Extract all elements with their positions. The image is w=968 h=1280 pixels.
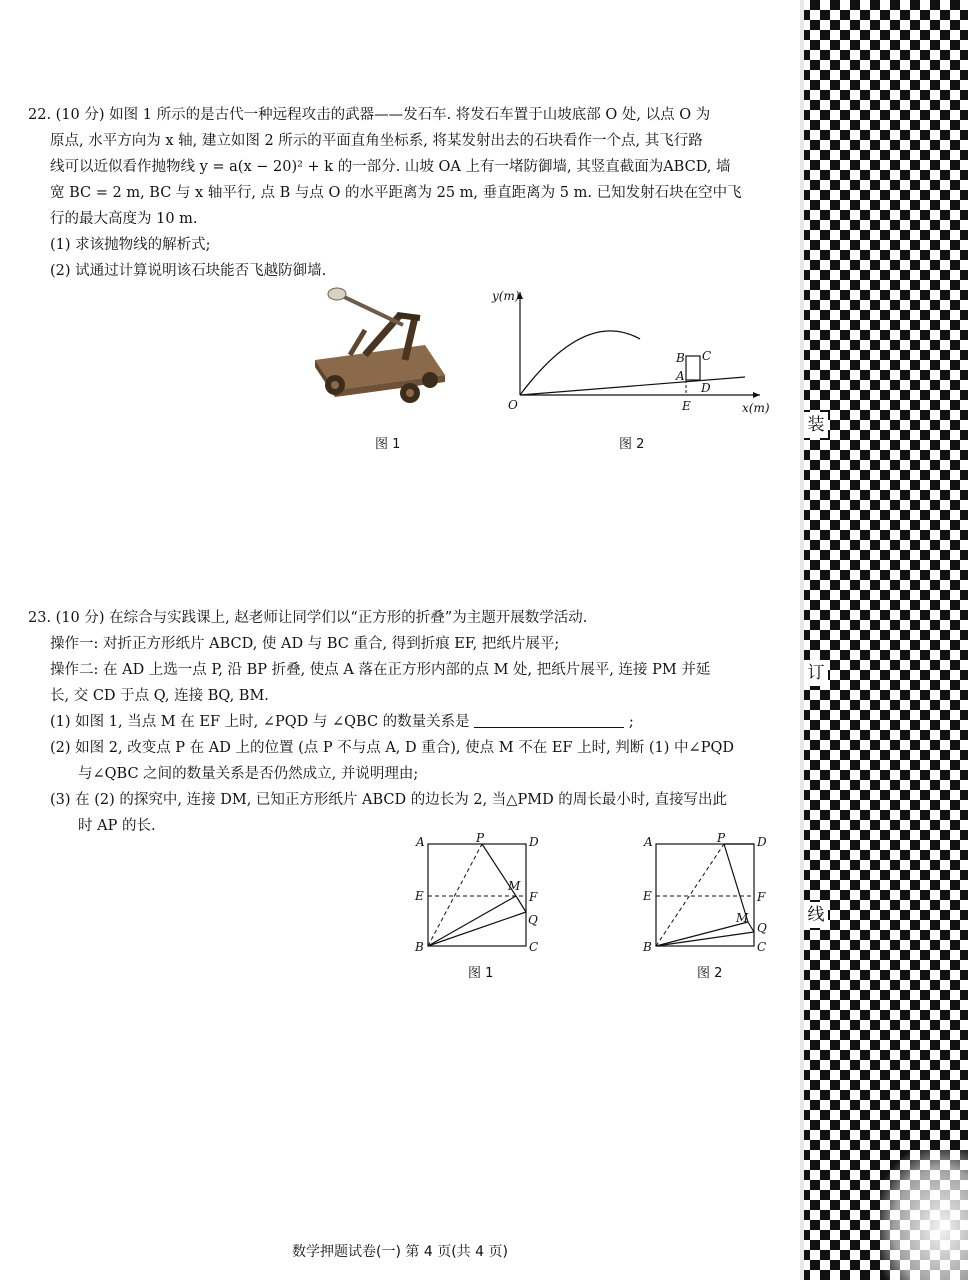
fig1-label-P: P: [476, 831, 485, 845]
graph-point-C: C: [702, 349, 712, 363]
fig2-label-E: E: [643, 889, 652, 903]
q23-part-2b: 与∠QBC 之间的数量关系是否仍然成立, 并说明理由;: [78, 766, 419, 782]
q22-line-5: 行的最大高度为 10 m.: [50, 211, 198, 227]
q22-line-2: 原点, 水平方向为 x 轴, 建立如图 2 所示的平面直角坐标系, 将某发射出去的石块看作一个点, 其飞行路: [50, 133, 703, 149]
graph-origin-label: O: [508, 398, 518, 412]
q23-answer-blank[interactable]: [474, 711, 624, 728]
fig2-label-Q: Q: [757, 921, 767, 935]
graph-y-axis-label: y(m): [492, 289, 520, 303]
q22-line-3: 线可以近似看作抛物线 y = a(x − 20)² + k 的一部分. 山坡 OA 上有一堵防御墙, 其竖直截面为ABCD, 墙: [50, 159, 731, 175]
binding-label-xian: 线: [804, 902, 828, 928]
graph-point-B: B: [676, 351, 685, 365]
q23-part-3a: (3) 在 (2) 的探究中, 连接 DM, 已知正方形纸片 ABCD 的边长为 2, 当△PMD 的周长最小时, 直接写出此: [50, 792, 728, 808]
q23-op-2b: 长, 交 CD 于点 Q, 连接 BQ, BM.: [50, 688, 269, 704]
watermark-fade: [880, 1150, 968, 1280]
fig1-label-C: C: [529, 940, 539, 954]
q23-part-2a: (2) 如图 2, 改变点 P 在 AD 上的位置 (点 P 不与点 A, D 重合), 使点 M 不在 EF 上时, 判断 (1) 中∠PQD: [50, 740, 734, 756]
q23-square-fig1: [410, 830, 550, 965]
q23-fig2-caption: 图 2: [697, 966, 723, 981]
catapult-illustration: [305, 285, 455, 415]
fig2-label-D: D: [757, 835, 767, 849]
page-footer: 数学押题试卷(一) 第 4 页(共 4 页): [292, 1244, 508, 1260]
q23-part-1: (1) 如图 1, 当点 M 在 EF 上时, ∠PQD 与 ∠QBC 的数量关系是: [50, 714, 470, 730]
fig2-label-F: F: [757, 890, 766, 904]
fig1-label-F: F: [529, 890, 538, 904]
graph-x-axis-label: x(m): [742, 401, 770, 415]
q23-op-1: 操作一: 对折正方形纸片 ABCD, 使 AD 与 BC 重合, 得到折痕 EF, 把纸片展平;: [50, 636, 560, 652]
q22-line-4: 宽 BC = 2 m, BC 与 x 轴平行, 点 B 与点 O 的水平距离为 25 m, 垂直距离为 5 m. 已知发射石块在空中飞: [50, 185, 742, 201]
q23-fig1-caption: 图 1: [468, 966, 494, 981]
fig1-label-M: M: [508, 879, 521, 893]
binding-label-zhuang: 装: [804, 412, 828, 438]
fig2-label-B: B: [643, 940, 652, 954]
fig2-label-A: A: [644, 835, 653, 849]
q22-line-1: 22. (10 分) 如图 1 所示的是古代一种远程攻击的武器——发石车. 将发石车置于山坡底部 O 处, 以点 O 为: [28, 107, 711, 123]
binding-strip-pattern: [800, 0, 968, 1280]
q22-fig2-caption: 图 2: [619, 437, 645, 452]
fig2-label-M: M: [736, 911, 749, 925]
fig1-label-D: D: [529, 835, 539, 849]
q22-part-1: (1) 求该抛物线的解析式;: [50, 237, 211, 253]
q22-parabola-graph: [490, 282, 780, 422]
fig1-label-Q: Q: [528, 913, 538, 927]
graph-point-D: D: [701, 381, 711, 395]
fig2-label-P: P: [717, 831, 726, 845]
q23-square-fig2: [640, 830, 780, 965]
q23-line-1: 23. (10 分) 在综合与实践课上, 赵老师让同学们以“正方形的折叠”为主题开展数学活动.: [28, 610, 588, 626]
graph-point-E: E: [682, 399, 691, 413]
q23-op-2a: 操作二: 在 AD 上选一点 P, 沿 BP 折叠, 使点 A 落在正方形内部的点 M 处, 把纸片展平, 连接 PM 并延: [50, 662, 711, 678]
fig1-label-A: A: [416, 835, 425, 849]
q23-part-1-line: [50, 709, 810, 735]
binding-label-ding: 订: [804, 660, 828, 686]
q23-part-1-end: ;: [628, 714, 634, 730]
fig2-label-C: C: [757, 940, 767, 954]
q22-part-2: (2) 试通过计算说明该石块能否飞越防御墙.: [50, 263, 327, 279]
q23-part-3b: 时 AP 的长.: [78, 818, 156, 834]
q22-fig1-caption: 图 1: [375, 437, 401, 452]
graph-point-A: A: [676, 369, 685, 383]
fig1-label-B: B: [415, 940, 424, 954]
fig1-label-E: E: [415, 889, 424, 903]
